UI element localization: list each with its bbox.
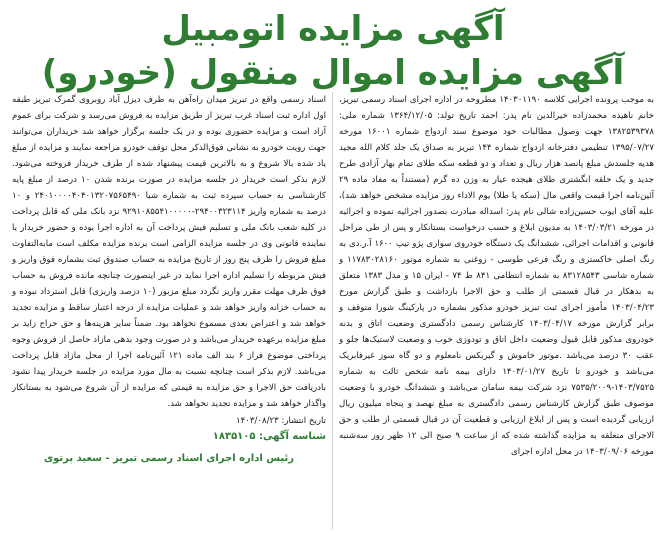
publish-date: تاریخ انتشار: ۱۴۰۳/۰۸/۲۳ [236,416,326,426]
right-column [333,92,660,529]
left-column [6,92,333,529]
signature: رئیس اداره اجرای اسناد رسمی تبریز - سعید پرتوی [43,453,294,464]
left-column-text: اسناد رسمی واقع در تبریز میدان راه‌آهن به طرف دیزل آباد روبروی گمرک تبریز طبقه اول اداره ثبت اسناد غرب تبریز از طریق مزایده به فروش می‌رسد و شرکت برای عموم آزاد است و مزایده حضوری بوده و در یک جلسه برگزار خواهد شد خریداران می‌توانند جهت رویت خودرو به نشانی فوق‌الذکر محل توقف خودرو مراجعه نمایند و مزایده از مبلغ یاد شده بالا شروع و به بالاترین قیمت پیشنهاد شده از طرف خریدار فروخته می‌شود. لازم بذکر است خریدار در جلسه مزایده در صورت برنده شدن ۱۰ درصد از مبلغ پایه کارشناسی به حساب سپرده ثبت به شماره شبا ۲۴۰۱۰۰۰۰۴۰۴۰۱۳۲۰۷۵۶۵۴۹۰ و ۱۰ درصد به شماره واریز ۲۹۴۰۰۳۲۳۱۱۴-۹۲۹۱۰۸۵۵۴۱۰۰۰۰۰ نزد بانک ملی که قابل پرداخت در کلیه شعب بانک ملی و تسلیم فیش پرداخت آن به اداره اجرا بوده و حضور خریدار یا نماینده قانونی وی در جلسه مزایده الزامی است برنده مزایده مکلف است مابه‌التفاوت مبلغ فروش را ظرف پنج روز از تاریخ مزایده به حساب صندوق ثبت بشماره فوق واریز و فیش مربوطه را تسلیم اداره اجرا نماید در غیر اینصورت چنانچه مانده فروش به حساب فوق ظرف مهلت مقرر واریز نگردد مبلغ مزبور (۱۰ درصد واریزی) قابل استرداد نبوده و به حساب خزانه واریز خواهد شد و عملیات مزایده از درجه اعتبار ساقط و مزایده تجدید خواهد شد و اعتراض بعدی مسموع نخواهد بود. ضمناً سایر هزینه‌ها و حق حراج زاید بر مبلغ مزایده برعهده خریدار می‌باشد و در صورت وجود بدهی مازاد حاصل از فروش وجوه پرداختی موضوع فراز ۶ بند الف ماده ۱۲۱ آئین‌نامه اجرا از محل مازاد قابل پرداخت می‌باشد. لازم بذکر است چنانچه نسبت به مال مورد مزایده در جلسه خریدار پیدا نشود بادریافت حق الاجرا و حق مزایده به قیمتی که مزایده از آن شروع می‌شود به بستانکار واگذار خواهد شد و مزایده تجدید نخواهد شد. [12,95,326,409]
notice-title-car-auction: آگهی مزایده اتومبیل [161,9,505,49]
notice-title-movable-property-auction: آگهی مزایده اموال منقول (خودرو) [41,53,625,93]
right-column-text: به موجب پرونده اجرایی کلاسه ۱۴۰۳۰۱۱۹۰ مطروحه در اداره اجرای اسناد رسمی تبریز، خانم ناهیده محمدزاده خیرالدین نام پدر: احمد تاریخ تولد: ۱۳۶۴/۱۲/۰۵ شماره ملی: ۱۳۸۲۵۳۹۳۷۸ جهت وصول مطالبات خود موضوع سند ازدواج شماره ۱۶۰۰۱ مورخه ۱۳۹۵/۰۷/۲۷ تنظیمی دفترخانه ازدواج شماره ۱۴۴ تبریز به صداق یک جلد کلام الله مجید هدیه جلسدش مبلغ پانصد هزار ریال و تعداد و دو قطعه سکه طلای تمام بهار آزادی طرح جدید و یک حلقه انگشتری طلای هیجده عیار به وزن ده گرم (مستنداً به مفاد ماده ۲۹ آئین‌نامه اجرا قیمت واقعی مال (سکه یا طلا) یوم الاداء روز مزایده مشخص خواهد شد)، علیه آقای ایوب حسین‌زاده شالی نام پدر: اسداله مبادرت بصدور اجرائیه نموده و اجرائیه در مورخه ۱۴۰۳/۰۳/۲۱ به مدیون ابلاغ و حسب درخواست بستانکار و پس از طی مراحل قانونی و اقدامات اجرائی، ششدانگ یک دستگاه خودروی سواری پژو تیپ ۱۶۰۰ آ.ر.دی به رنگ اصلی خاکستری و رنگ فرعی طوسی - روغنی به شماره موتور ۱۱۷۸۳۰۲۸۱۶۰ و شماره شاسی ۸۳۱۲۸۵۴۳ به شماره انتظامی ۸۴۱ ط ۷۴ - ایران ۱۵ و مدل ۱۳۸۳ متعلق به بدهکار در قبال قسمتی از طلب و حق الاجرا بازداشت و طبق گزارش مورخ ۱۴۰۳/۰۴/۲۳ مأمور اجرای ثبت تبریز خودرو مذکور بشماره در پارکینگ شورا متوقف و برابر گزارش مورخه ۱۴۰۳/۰۴/۱۷ کارشناس رسمی دادگستری وضعیت اتاق و بدنه خودروی مذکور قابل قبول وضعیت داخل اتاق و تودوزی خوب و وضعیت لاستیک‌ها جلو و عقب ۳۰ درصد می‌باشد .موتور خاموش و گیربکس نامعلوم و دو گاه سوز غیرفابریک می‌باشد و خودرو تا تاریخ ۱۴۰۳/۰۱/۲۷ دارای بیمه نامه شخص ثالث به شماره ۱۴۰۳/۷۵۲۵-۷۵۳۵/۲۰۰۹ نزد شرکت بیمه سامان می‌باشد و ششدانگ خودرو با وضعیت موصوف طبق گزارش کارشناس رسمی دادگستری به مبلغ نهصد و پنجاه میلیون ریال ارزیابی گردیده است و پس از ابلاغ ارزیابی و قطعیت آن در قبال قسمتی از طلب و حق الاجرای متعلقه به مزایده گذاشته شده که از ساعت ۹ صبح الی ۱۲ ظهر روز سه‌شنبه مورخه ۱۴۰۳/۰۹/۰۶ در محل اداره اجرای [339,95,655,457]
notice-id: شناسه آگهی: ۱۸۳۵۱۰۵ [212,431,326,442]
notice-columns [6,92,660,529]
